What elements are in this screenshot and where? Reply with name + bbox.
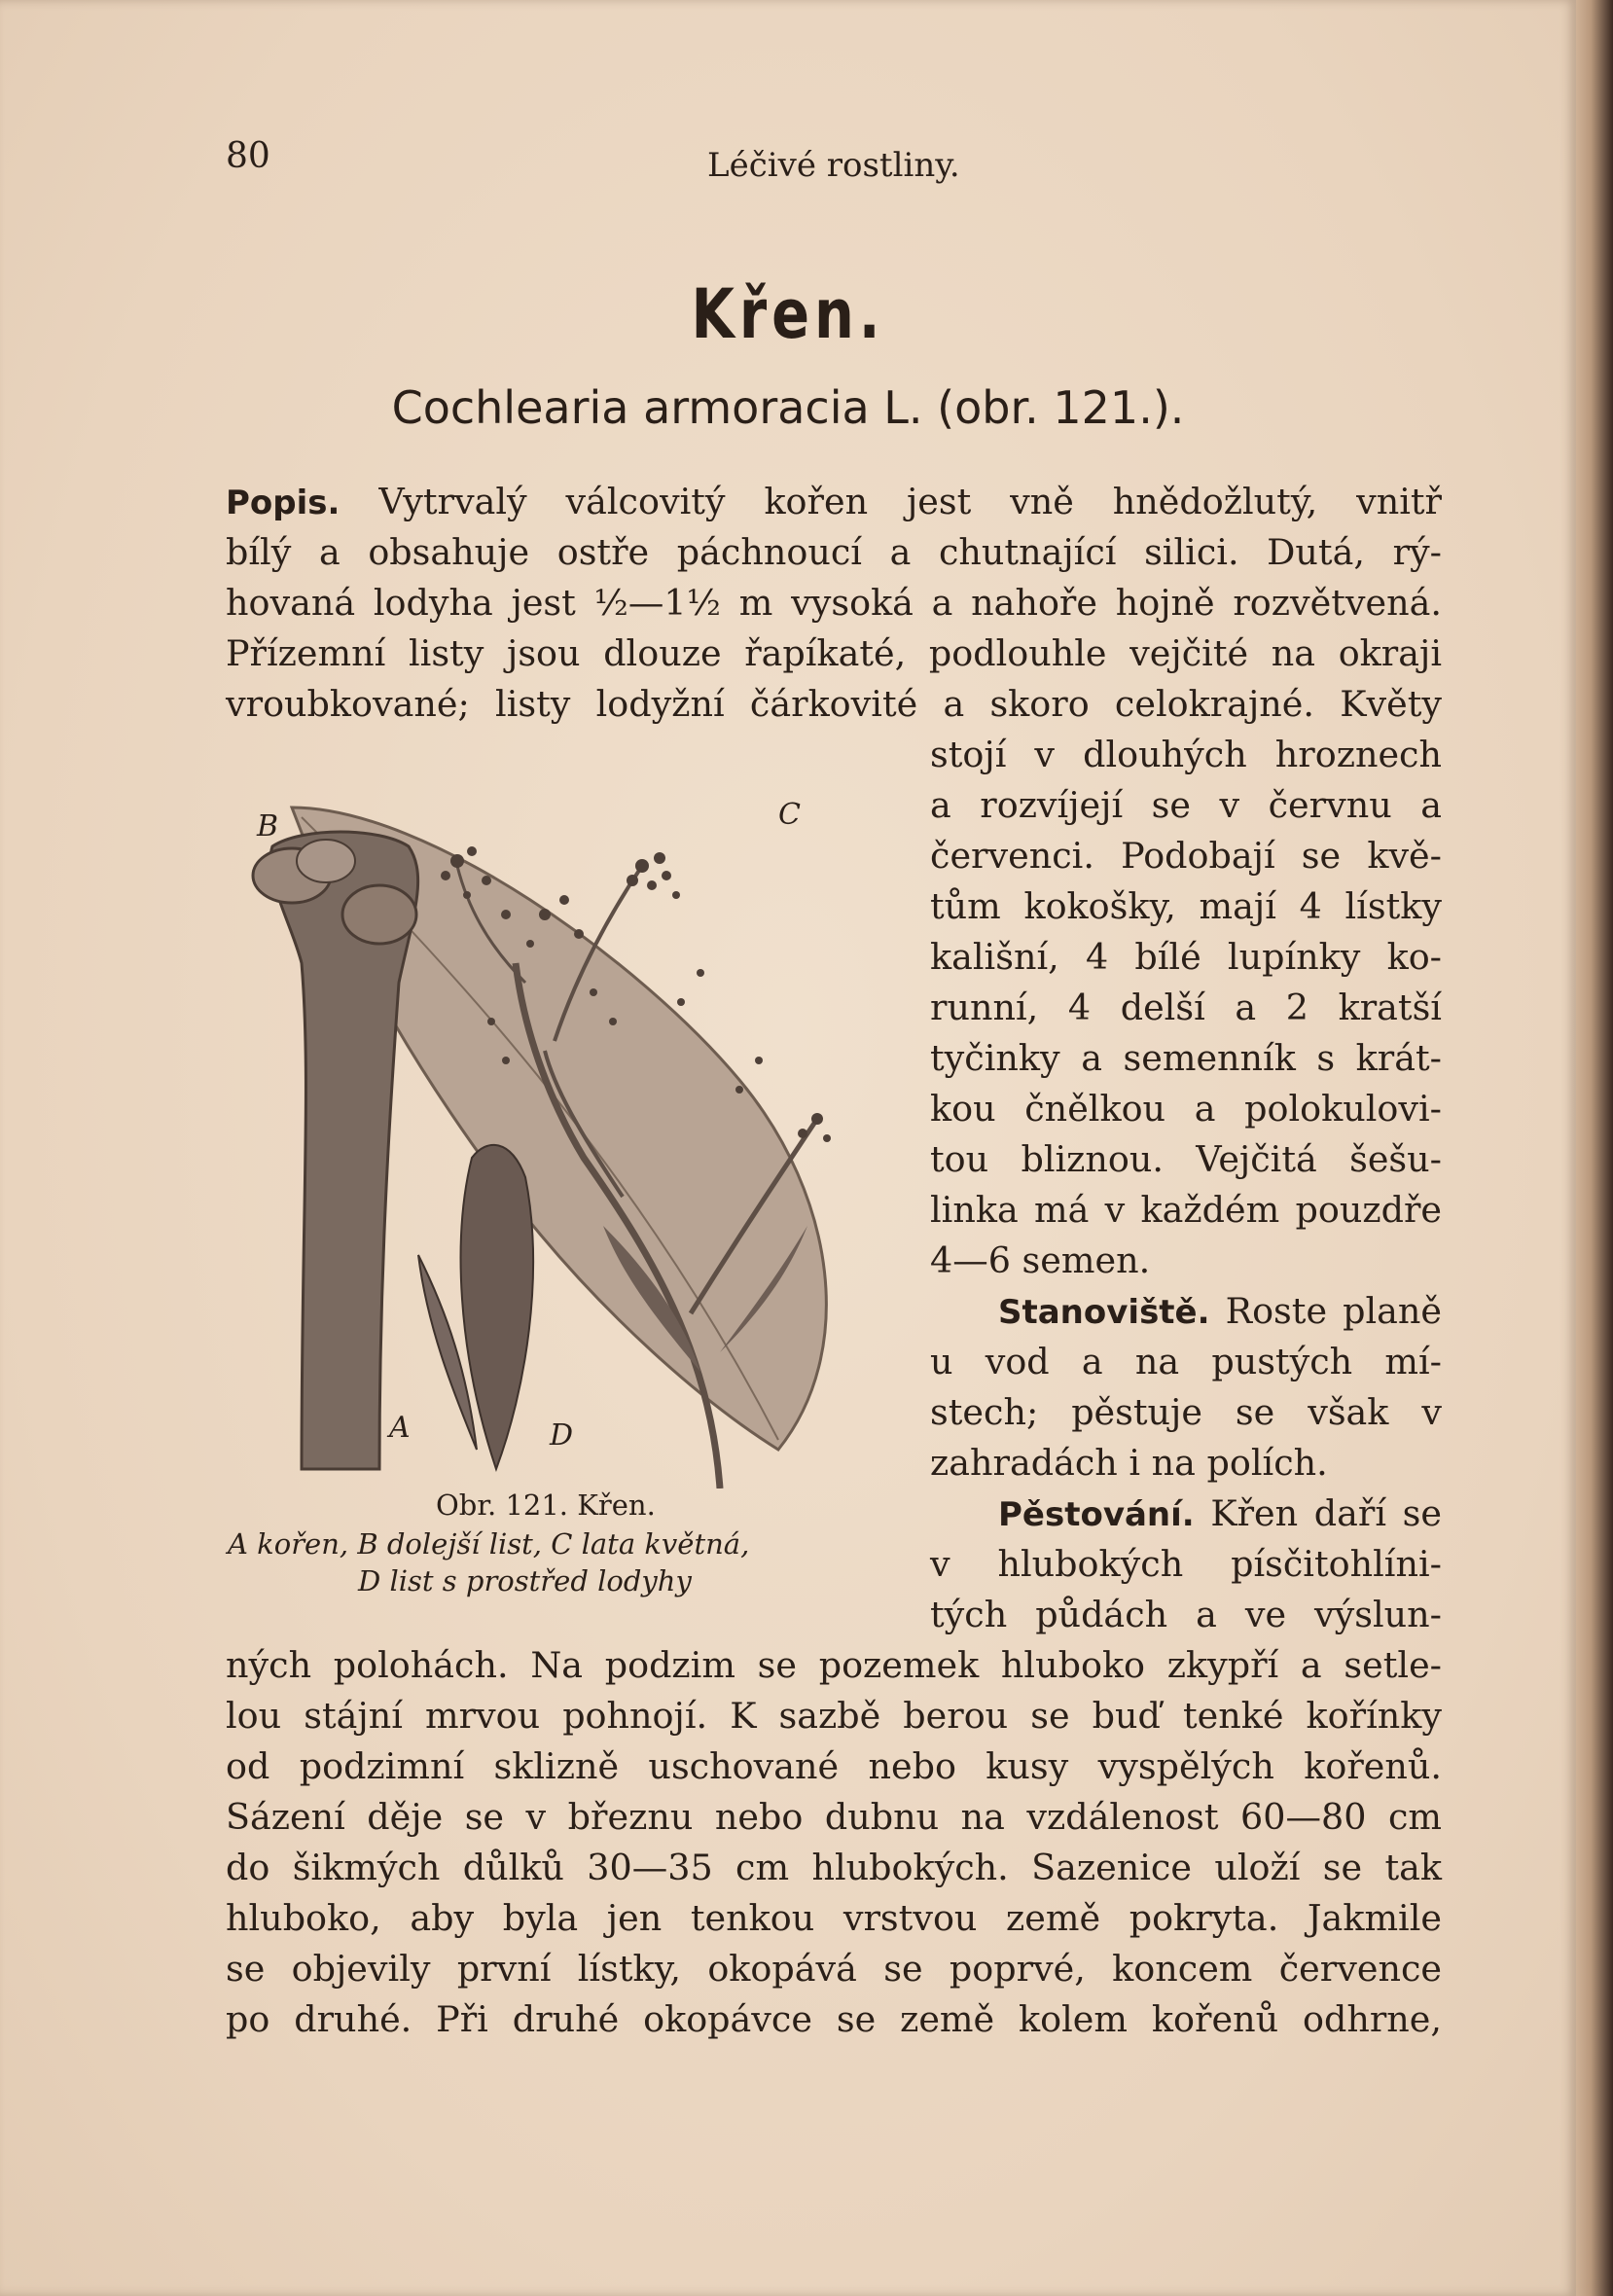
horseradish-illustration	[233, 769, 914, 1489]
figure-caption-title: Obr. 121. Křen.	[436, 1489, 656, 1522]
side-line: v hlubokých písčitohlíni-	[930, 1543, 1442, 1585]
description-heading: Popis.	[226, 484, 341, 522]
paragraph-line: do šikmých důlků 30—35 cm hlubokých. Sazenice uloží se tak	[226, 1847, 1442, 1888]
habitat-first-text: Roste planě	[1225, 1290, 1443, 1332]
side-line: u vod a na pustých mí-	[930, 1341, 1442, 1382]
side-line: runní, 4 delší a 2 kratší	[930, 987, 1442, 1028]
side-line: tou bliznou. Vejčitá šešu-	[930, 1138, 1442, 1180]
paragraph-line: po druhé. Při druhé okopávce se země kolem kořenů odhrne,	[226, 1998, 1442, 2040]
figure-caption-line2: D list s prostřed lodyhy	[358, 1564, 692, 1597]
side-line: 4—6 semen.	[930, 1239, 1151, 1281]
description-first-line	[226, 477, 1442, 528]
side-line: zahradách i na polích.	[930, 1442, 1328, 1484]
side-line: stojí v dlouhých hroznech	[930, 734, 1442, 775]
paragraph-line: Sázení děje se v březnu nebo dubnu na vzdálenost 60—80 cm	[226, 1796, 1442, 1838]
figure-label-a: A	[389, 1411, 411, 1445]
paragraph-line: hovaná lodyha jest ½—1½ m vysoká a nahoře hojně rozvětvená.	[226, 582, 1442, 624]
paragraph-line: hluboko, aby byla jen tenkou vrstvou země pokryta. Jakmile	[226, 1897, 1442, 1939]
side-line: červenci. Podobají se kvě-	[930, 835, 1442, 877]
side-line: linka má v každém pouzdře	[930, 1189, 1442, 1231]
page-number: 80	[226, 136, 270, 176]
side-line: stech; pěstuje se však v	[930, 1391, 1442, 1433]
book-spine	[1576, 0, 1613, 2296]
running-title: Léčivé rostliny.	[707, 146, 960, 185]
figure-label-b: B	[257, 809, 279, 843]
side-line: kou čnělkou a polokulovi-	[930, 1088, 1442, 1130]
side-line: tyčinky a semenník s krát-	[930, 1037, 1442, 1079]
side-line: tých půdách a ve výslun-	[930, 1594, 1442, 1635]
paragraph-line: vroubkované; listy lodyžní čárkovité a skoro celokrajné. Květy	[226, 683, 1442, 725]
figure-label-d: D	[550, 1418, 574, 1453]
side-line: tům kokošky, mají 4 lístky	[930, 885, 1442, 927]
cultivation-first-line	[998, 1489, 1442, 1540]
page-title: Křen.	[691, 274, 885, 354]
paragraph-line: se objevily první lístky, okopává se poprvé, koncem července	[226, 1948, 1442, 1990]
root-crown	[297, 840, 355, 882]
habitat-heading: Stanoviště.	[998, 1293, 1210, 1332]
figure-caption-line1: A kořen, B dolejší list, C lata květná,	[228, 1527, 750, 1561]
illustration-drawing	[233, 769, 914, 1489]
paragraph-line: lou stájní mrvou pohnojí. K sazbě berou se buď tenké kořínky	[226, 1695, 1442, 1737]
paragraph-line: bílý a obsahuje ostře páchnoucí a chutnající silici. Dutá, rý-	[226, 531, 1442, 573]
latin-name: Cochlearia armoracia L. (obr. 121.).	[391, 381, 1185, 434]
paragraph-line: od podzimní sklizně uschované nebo kusy vyspělých kořenů.	[226, 1745, 1442, 1787]
side-line: a rozvíjejí se v červnu a	[930, 784, 1442, 826]
root-crown	[342, 885, 416, 944]
paragraph-line: ných polohách. Na podzim se pozemek hluboko zkypří a setle-	[226, 1644, 1442, 1686]
figure-label-c: C	[778, 798, 801, 832]
habitat-first-line	[998, 1286, 1442, 1338]
cultivation-first-text: Křen daří se	[1210, 1492, 1442, 1534]
paragraph-line: Přízemní listy jsou dlouze řapíkaté, podlouhle vejčité na okraji	[226, 632, 1442, 674]
cultivation-heading: Pěstování.	[998, 1495, 1195, 1534]
description-first-text: Vytrvalý válcovitý kořen jest vně hnědožlutý, vnitř	[378, 481, 1442, 522]
side-line: kališní, 4 bílé lupínky ko-	[930, 936, 1442, 978]
